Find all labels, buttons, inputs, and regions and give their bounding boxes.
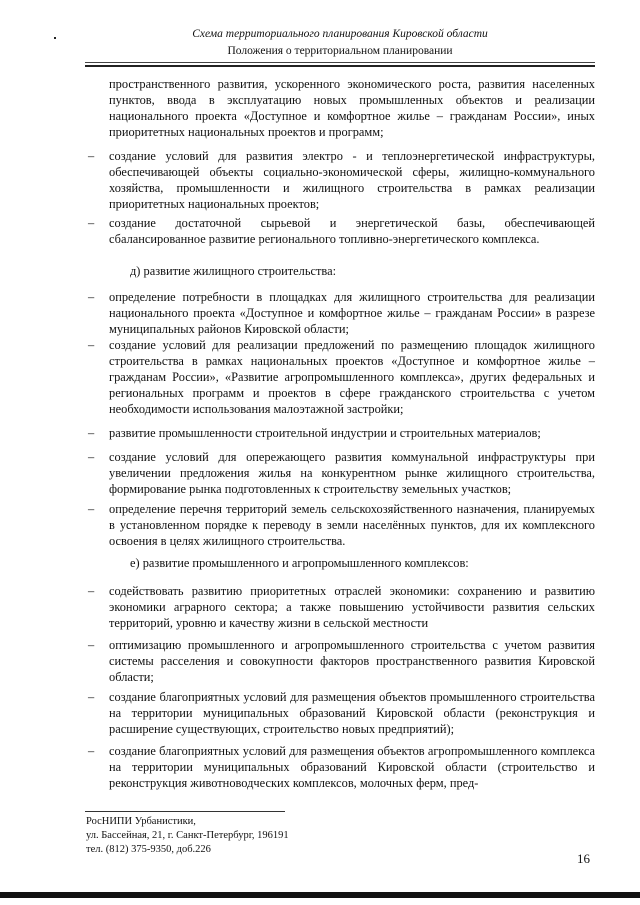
bullet-dash: – xyxy=(88,502,95,516)
footer-address: ул. Бассейная, 21, г. Санкт-Петербург, 196191 xyxy=(86,830,289,841)
bullet-dash: – xyxy=(88,638,95,652)
list-item: создание благоприятных условий для размещения объектов агропромышленного комплекса на территории муниципальных образований Кировской области (строительство и реконструкция животноводческих комплексов, молочных ферм, пред- xyxy=(109,744,595,790)
list-item: содействовать развитию приоритетных отраслей экономики: сохранению и развитию экономики аграрного сектора; а также повышению устойчивости развития сельских территорий, уровню и качеству жизни в сельской местности xyxy=(109,584,595,630)
list-item: определение потребности в площадках для жилищного строительства для реализации национального проекта «Доступное и комфортное жилье – гражданам России» в разрезе муниципальных районов Кировской области; xyxy=(109,290,595,336)
page-number: 16 xyxy=(577,851,590,866)
header-rule-thick xyxy=(85,65,595,67)
footer-phone: тел. (812) 375-9350, доб.226 xyxy=(86,844,211,855)
bullet-dash: – xyxy=(88,584,95,598)
bullet-dash: – xyxy=(88,690,95,704)
header-title: Схема территориального планирования Кировской области xyxy=(192,28,488,40)
list-item: оптимизацию промышленного и агропромышленного строительства с учетом развития системы расселения и совокупности факторов пространственного развития Кировской области; xyxy=(109,638,595,684)
list-item: развитие промышленности строительной индустрии и строительных материалов; xyxy=(109,426,541,440)
bullet-dash: – xyxy=(88,450,95,464)
section-heading-e: е) развитие промышленного и агропромышленного комплексов: xyxy=(130,556,469,570)
bullet-dash: – xyxy=(88,290,95,304)
header-rule-thin xyxy=(85,62,595,63)
bullet-dash: – xyxy=(88,216,95,230)
list-item: создание условий для реализации предложений по размещению площадок жилищного строительства в рамках национальных проектов «Доступное и комфортное жилье – гражданам России», «Развитие агропромышленного комплекса», других федеральных и региональных программ и проектов в сфере гражданского строительства с учетом необходимости использования малоэтажной застройки; xyxy=(109,338,595,416)
scan-edge-bar xyxy=(0,892,640,898)
bullet-dash: – xyxy=(88,744,95,758)
footer-org: РосНИПИ Урбанистики, xyxy=(86,816,196,827)
list-item: создание достаточной сырьевой и энергетической базы, обеспечивающей сбалансированное развитие регионального топливно-энергетического комплекса. xyxy=(109,216,595,246)
list-item: создание условий для развития электро - и теплоэнергетической инфраструктуры, обеспечивающей объекты социально-экономической сферы, жилищно-коммунального хозяйства, промышленности и жилищного строительства в рамках реализации приоритетных национальных проектов; xyxy=(109,149,595,211)
section-heading-d: д) развитие жилищного строительства: xyxy=(130,264,337,278)
paragraph-continuation: пространственного развития, ускоренного экономического роста, развития населенных пунктов, ввода в эксплуатацию новых промышленных объектов и реализации национального проекта «Доступное и комфортное жилье – гражданам России», иных приоритетных национальных проектов и программ; xyxy=(109,77,595,139)
list-item: создание условий для опережающего развития коммунальной инфраструктуры при увеличении предложения жилья на конкурентном рынке жилищного строительства, формирование рынка подготовленных к строительству земельных участков; xyxy=(109,450,595,496)
list-item: создание благоприятных условий для размещения объектов промышленного строительства на территории муниципальных образований Кировской области (реконструкция и расширение существующих, строительство новых предприятий); xyxy=(109,690,595,736)
bullet-dash: – xyxy=(88,426,95,440)
header-subtitle: Положения о территориальном планировании xyxy=(227,45,453,57)
footer-rule xyxy=(85,811,285,812)
bullet-dash: – xyxy=(88,149,95,163)
bullet-dash: – xyxy=(88,338,95,352)
list-item: определение перечня территорий земель сельскохозяйственного назначения, планируемых в установленном порядке к переводу в земли населённых пунктов, для их комплексного освоения в целях жилищного строительства. xyxy=(109,502,595,548)
